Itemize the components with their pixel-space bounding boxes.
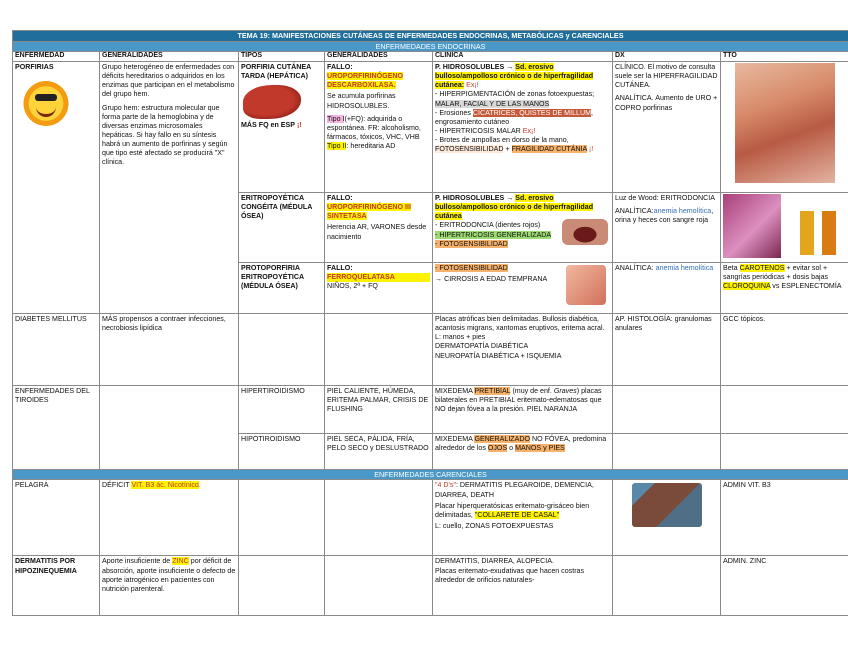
tipo-protoporfiria xyxy=(239,263,325,314)
highlight-text: VIT. B3 ác. Nicotínico xyxy=(131,481,199,490)
table-row xyxy=(13,314,848,386)
text-inline: : hereditaria AD xyxy=(346,141,396,150)
highlight-text: Sd. erosivo bulloso/ampolloso crónico o de hiperfragilidad cutánea: xyxy=(435,63,594,90)
diabetes-clinica xyxy=(433,314,613,386)
hiper-clinica xyxy=(433,386,613,434)
sun-face-icon xyxy=(21,76,71,126)
highlight-text: OJOS xyxy=(487,444,508,453)
col-header-dx: DX xyxy=(613,52,721,62)
empty-cell xyxy=(239,314,325,386)
text-block: AP. HISTOLOGÍA: granulomas anulares xyxy=(615,315,712,333)
text-inline: NO FÓVEA, predomina alrededor de los xyxy=(435,435,607,453)
text-inline: Placar hiperqueratósicas eritemato-grisáceo bien delimitadas, xyxy=(435,501,590,519)
text-inline: + xyxy=(505,144,510,153)
text-block: PIEL CALIENTE, HÚMEDA, ERITEMA PALMAR, CRISIS DE FLUSHING xyxy=(327,387,429,414)
text-inline: - Erosiones xyxy=(435,108,471,117)
disease-name: DIABETES MELLITUS xyxy=(15,315,87,324)
proto-tto xyxy=(721,263,848,314)
text-inline: + evitar sol + sangrías periódicas + dosis bajas xyxy=(723,264,829,282)
highlight-text: - FOTOSENSIBILIDAD xyxy=(435,239,508,248)
title-bar xyxy=(13,31,848,42)
pelagra-generalidades xyxy=(100,480,239,556)
text-inline: vs ESPLENECTOMÍA xyxy=(772,282,842,291)
diabetes-tto xyxy=(721,314,848,386)
pelagra-tto xyxy=(721,480,848,556)
text-inline: , engrosamiento cutáneo xyxy=(435,108,593,126)
table-row xyxy=(13,556,848,616)
pelagra-dx xyxy=(613,480,721,556)
notes-table-page xyxy=(12,30,848,616)
highlight-text: CAROTENOS xyxy=(739,264,785,273)
text-inline: Aporte insuficiente de xyxy=(102,557,171,566)
pct-clinica xyxy=(433,62,613,193)
liver-icon xyxy=(243,85,301,119)
disease-zinc xyxy=(13,556,100,616)
text-inline: por déficit de absorción, aporte insuficiente o defecto de aporte iatrogénico en pacientes con nutrición parenteral. xyxy=(102,557,236,593)
eri-dx xyxy=(613,193,721,263)
skin-lesion-photo xyxy=(723,194,781,258)
disease-tiroides xyxy=(13,386,100,470)
text-block: NIÑOS, 2ª + FQ xyxy=(327,282,378,291)
disease-diabetes xyxy=(13,314,100,386)
text-block: DERMATITIS, DIARREA, ALOPECIA. xyxy=(435,557,554,566)
highlight-text: "4 D's" xyxy=(435,481,456,490)
col-header-generalidades-2: GENERALIDADES xyxy=(325,52,433,62)
section-endocrine-bar xyxy=(13,42,848,52)
type-name: ERITROPOYÉTICA CONGÉITA (MÉDULA ÓSEA) xyxy=(241,194,313,221)
highlight-text: - HIPERTRICOSIS GENERALIZADA xyxy=(435,230,552,239)
highlight-text: FOTOSENSIBILIDAD xyxy=(435,144,504,153)
type-note-emphasis: ¡! xyxy=(296,121,302,130)
text-block: ANALÍTICA. Aumento de URO + COPRO porfirinas xyxy=(615,94,718,112)
text-block: GCC tópicos. xyxy=(723,315,766,324)
disease-name: DERMATITIS POR HIPOZINEQUEMIA xyxy=(15,557,77,575)
col-header-enfermedad: ENFERMEDAD xyxy=(13,52,100,62)
type-note: MÁS FQ en ESP xyxy=(241,121,295,130)
section-deficiency-title: ENFERMEDADES CARENCIALES xyxy=(13,470,848,480)
tipo-eritropoyetica xyxy=(239,193,325,263)
tipo-1-label: Tipo I xyxy=(327,114,345,123)
text-block: ADMIN VIT. B3 xyxy=(723,481,771,490)
summary-table xyxy=(12,30,848,616)
highlight-text: "COLLARETE DE CASAL" xyxy=(474,510,560,519)
proto-dx xyxy=(613,263,721,314)
enzyme-name: UROPORFIRINÓGENO DESCARBOXILASA. xyxy=(327,72,404,90)
text-inline: ) placas bilaterales en PRETIBIAL eritemato-edematosas que NO dejan fóvea a la presión. PIEL NARANJA xyxy=(435,387,602,414)
pct-tto xyxy=(721,62,848,193)
enzyme-name: FERROQUELATASA xyxy=(327,273,430,282)
link-text: anemia hemolítica xyxy=(655,264,714,273)
empty-cell xyxy=(325,314,433,386)
col-header-tipos: TIPOS xyxy=(239,52,325,62)
eri-tto xyxy=(721,193,848,263)
link-text: anemia hemolítica xyxy=(653,207,712,216)
hands-lesion-photo xyxy=(632,483,702,527)
highlight-text: GENERALIZADO xyxy=(474,435,531,444)
diabetes-dx xyxy=(613,314,721,386)
empty-cell xyxy=(325,556,433,616)
type-name: PROTOPORFIRIA ERITROPOYÉTICA (MÉDULA ÓSEA) xyxy=(241,264,304,291)
type-name: HIPERTIROIDISMO xyxy=(241,387,305,396)
highlight-text: FRAGILIDAD CUTÁNIA xyxy=(511,144,587,153)
porfirias-generalidades xyxy=(100,62,239,314)
text-inline: P. HIDROSOLUBLES → xyxy=(435,194,514,203)
empty-cell xyxy=(325,480,433,556)
tipo-hipertiroidismo xyxy=(239,386,325,434)
type-name: PORFIRIA CUTÁNEA TARDA (HEPÁTICA) xyxy=(241,63,312,81)
disease-pelagra xyxy=(13,480,100,556)
text-block: - Brotes de ampollas en dorso de la mano, xyxy=(435,135,569,144)
text-inline: ANALÍTICA: xyxy=(615,264,654,273)
enzyme-name: UROPORFIRINÓGENO III SINTETASA xyxy=(327,203,411,221)
hiper-generalidades xyxy=(325,386,433,434)
urine-tubes-photo xyxy=(796,211,842,255)
text-block: L: manos + pies xyxy=(435,333,486,342)
pct-generalidades xyxy=(325,62,433,193)
disease-name: PORFIRIAS xyxy=(15,63,54,72)
pelagra-clinica xyxy=(433,480,613,556)
diabetes-generalidades xyxy=(100,314,239,386)
empty-cell xyxy=(721,386,848,434)
column-header-row xyxy=(13,52,848,62)
zinc-generalidades xyxy=(100,556,239,616)
col-header-clinica: CLÍNICA xyxy=(433,52,613,62)
text-block: Grupo heterogéneo de enfermedades con déficits hereditarios o adquiridos en los enzimas que participan en el metabolismo del grupo hem. xyxy=(102,63,235,99)
highlight-text: MALAR, FACIAL Y DE LAS MANOS xyxy=(435,99,550,108)
text-inline: o xyxy=(509,444,514,453)
empty-cell xyxy=(613,556,721,616)
text-block: Herencia AR, VARONES desde nacimiento xyxy=(327,223,427,241)
text-inline: DÉFICIT xyxy=(102,481,130,490)
proto-clinica xyxy=(433,263,613,314)
zinc-tto xyxy=(721,556,848,616)
col-header-generalidades: GENERALIDADES xyxy=(100,52,239,62)
text-inline: , orina y heces con sangre roja xyxy=(615,207,714,225)
tipo-pct xyxy=(239,62,325,193)
text-block: Placas eritemato-exudativas que hacen costras alrededor de orificios naturales- xyxy=(435,566,585,584)
type-name: HIPOTIROIDISMO xyxy=(241,435,301,444)
text-block: Placas atróficas bien delimitadas. Bullosis diabética, acantosis migrans, xantomas eruptivos, eritema acral. xyxy=(435,315,605,333)
pct-dx xyxy=(613,62,721,193)
empty-cell xyxy=(239,556,325,616)
text-block: - HIPERPIGMENTACIÓN de zonas fotoexpuestas; xyxy=(435,90,595,99)
zinc-clinica xyxy=(433,556,613,616)
highlight-text: CICATRICES, QUISTES DE MILLUM xyxy=(472,108,591,117)
empty-cell xyxy=(239,480,325,556)
fallo-label: FALLO: xyxy=(327,194,353,203)
emphasis-mark: ¡! xyxy=(588,144,594,153)
eri-generalidades xyxy=(325,193,433,263)
text-inline: . xyxy=(198,481,201,490)
text-inline: MIXEDEMA xyxy=(435,387,473,396)
text-inline: ANALÍTICA: xyxy=(615,207,654,216)
section-endocrine-title: ENFERMEDADES ENDOCRINAS xyxy=(13,42,848,52)
hipo-generalidades xyxy=(325,434,433,470)
table-row xyxy=(13,480,848,556)
highlight-text: CLOROQUINA xyxy=(723,282,771,291)
eri-clinica xyxy=(433,193,613,263)
fallo-label: FALLO: xyxy=(327,63,353,72)
text-inline: - HIPERTRICOSIS MALAR xyxy=(435,126,521,135)
text-inline: P. HIDROSOLUBLES → xyxy=(435,63,514,72)
table-title: TEMA 19: MANIFESTACIONES CUTÁNEAS DE ENFERMEDADES ENDOCRINAS, METABÓLICAS y CARENCIALES xyxy=(13,31,848,42)
text-block: Luz de Wood: ERITRODONCIA xyxy=(615,194,716,203)
text-block: Se acumula porfirinas HIDROSOLUBLES. xyxy=(327,92,396,110)
tipo-2-label: Tipo II xyxy=(327,141,347,150)
table-row xyxy=(13,62,848,193)
tipo-hipotiroidismo xyxy=(239,434,325,470)
text-inline: (+FQ): adquirida o espontánea. FR: alcoholismo, fármacos, tóxicos, VHC, VHB xyxy=(327,114,421,141)
section-deficiency-bar xyxy=(13,470,848,480)
text-inline: MIXEDEMA xyxy=(435,435,473,444)
highlight-text: - FOTOSENSIBILIDAD xyxy=(435,264,508,273)
highlight-text: PRETIBIAL xyxy=(474,387,511,396)
empty-cell xyxy=(721,434,848,470)
highlight-text: ZINC xyxy=(172,557,189,566)
text-block: ADMIN. ZINC xyxy=(723,557,767,566)
text-block: L: cuello, ZONAS FOTOEXPUESTAS xyxy=(435,521,554,530)
hands-photo xyxy=(566,265,606,305)
disease-name: PELAGRA xyxy=(15,481,49,490)
text-block: DERMATOPATÍA DIABÉTICA xyxy=(435,342,529,351)
empty-cell xyxy=(613,434,721,470)
col-header-tto: TTO xyxy=(721,52,848,62)
disease-porfirias xyxy=(13,62,100,314)
text-block: Grupo hem: estructura molecular que forma parte de la hemoglobina y de diversas enzimas microsomales hepáticas. Si hay fallo en su síntesis habrá un aumento de porfirinas y según que tipo esté afectado se producirá "X" clínica. xyxy=(102,103,228,166)
highlight-text: Sd. erosivo bulloso/ampolloso crónico o de hiperfragilidad cutánea xyxy=(435,194,594,221)
table-row xyxy=(13,386,848,434)
text-block: NEUROPATÍA DIABÉTICA + ISQUEMIA xyxy=(435,351,562,360)
text-block: → CIRROSIS A EDAD TEMPRANA xyxy=(435,275,548,284)
teeth-photo xyxy=(562,219,608,245)
empty-cell xyxy=(613,386,721,434)
proto-generalidades xyxy=(325,263,433,314)
empty-cell xyxy=(100,386,239,470)
text-inline: : DERMATITIS PLEGAROIDE, DEMENCIA, DIARREA, DEATH xyxy=(435,481,594,499)
disease-name: ENFERMEDADES DEL TIROIDES xyxy=(15,387,90,405)
fallo-label: FALLO: xyxy=(327,264,353,273)
text-inline: Graves xyxy=(553,387,577,396)
text-block: PIEL SECA, PÁLIDA, FRÍA, PELO SECO y DESLUSTRADO xyxy=(327,435,429,453)
text-block: MÁS propensos a contraer infecciones, necrobiosis lipídica xyxy=(102,315,226,333)
text-block: - ERITRODONCIA (dientes rojos) xyxy=(435,221,541,230)
skin-lesion-photo xyxy=(735,63,835,183)
text-inline: (muy de enf. xyxy=(512,387,552,396)
emphasis-mark: Ex¡! xyxy=(522,126,536,135)
text-inline: Beta xyxy=(723,264,738,273)
hipo-clinica xyxy=(433,434,613,470)
text-block: CLÍNICO. El motivo de consulta suele ser la HIPERFRAGILIDAD CUTÁNEA. xyxy=(615,63,718,90)
highlight-text: MANOS y PIES xyxy=(515,444,565,453)
emphasis-mark: Ex¡! xyxy=(466,81,479,90)
